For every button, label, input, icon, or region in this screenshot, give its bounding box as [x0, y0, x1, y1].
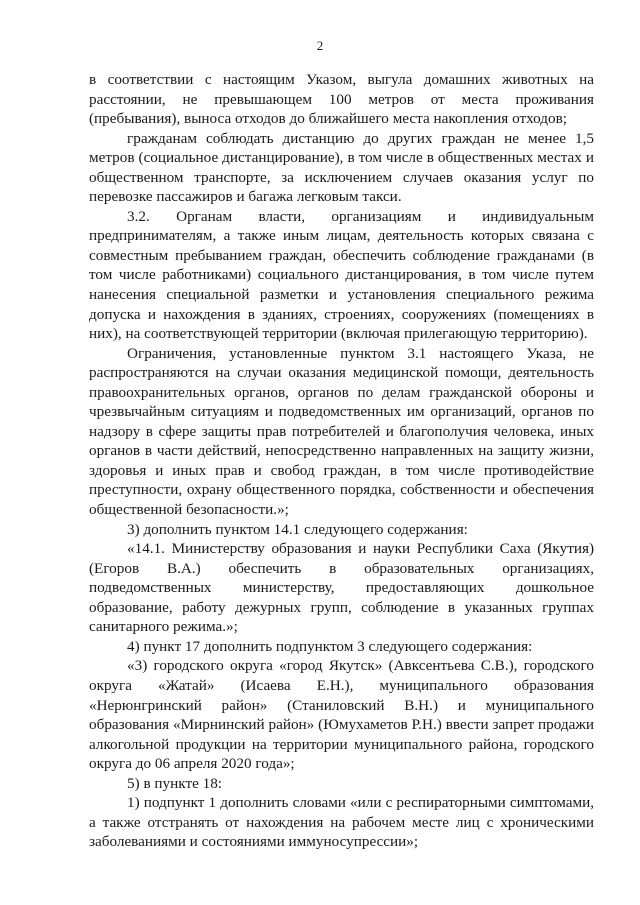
paragraph-2: гражданам соблюдать дистанцию до других граждан не менее 1,5 метров (социальное дистанцирование), в том числе в общественных местах и общественном транспорте, за исключением случаев оказания услуг по перевозке пассажиров и багажа легковым такси.	[89, 129, 594, 206]
document-body	[89, 70, 594, 852]
paragraph-8: «3) городского округа «город Якутск» (Авксентьева С.В.), городского округа «Жатай» (Исаева Е.Н.), муниципального образования «Нерюнгринский район» (Станиловский В.Н.) и муниципального образования «Мирнинский район» (Юмухаметов Р.Н.) ввести запрет продажи алкогольной продукции на территории муниципального района, городского округа до 06 апреля 2020 года»;	[89, 657, 594, 773]
paragraph-7: 4) пункт 17 дополнить подпунктом 3 следующего содержания:	[127, 637, 533, 655]
page-number: 2	[316, 38, 324, 53]
paragraph-9: 5) в пункте 18:	[127, 774, 223, 792]
paragraph-1: в соответствии с настоящим Указом, выгула домашних животных на расстоянии, не превышающем 100 метров от места проживания (пребывания), выноса отходов до ближайшего места накопления отходов;	[89, 71, 594, 128]
paragraph-3: 3.2. Органам власти, организациям и индивидуальным предпринимателям, а также иным лицам, деятельность которых связана с совместным пребыванием граждан, обеспечить соблюдение гражданами (в том числе работниками) социального дистанцирования, в том числе путем нанесения специальной разметки и установления специального режима допуска и нахождения в зданиях, строениях, сооружениях (помещениях в них), на соответствующей территории (включая прилегающую территорию).	[89, 207, 594, 343]
paragraph-6: «14.1. Министерству образования и науки Республики Саха (Якутия) (Егоров В.А.) обеспечить в образовательных организациях, подведомственных министерству, предоставляющих дошкольное образование, работу дежурных групп, соблюдение в указанных группах санитарного режима.»;	[89, 540, 594, 636]
paragraph-4: Ограничения, установленные пунктом 3.1 настоящего Указа, не распространяются на случаи оказания медицинской помощи, деятельность правоохранительных органов, органов по делам гражданской обороны и чрезвычайным ситуациям и подведомственных им организаций, органов по надзору в сфере защиты прав потребителей и благополучия человека, иных органов в части действий, непосредственно направленных на защиту жизни, здоровья и иных прав и свобод граждан, в том числе противодействие преступности, охрану общественного порядка, собственности и обеспечения общественной безопасности.»;	[89, 344, 594, 519]
paragraph-5: 3) дополнить пунктом 14.1 следующего содержания:	[127, 520, 468, 538]
paragraph-10: 1) подпункт 1 дополнить словами «или с респираторными симптомами, а также отстранять от нахождения на рабочем месте лиц с хроническими заболеваниями и состояниями иммуносупрессии»;	[89, 794, 594, 851]
